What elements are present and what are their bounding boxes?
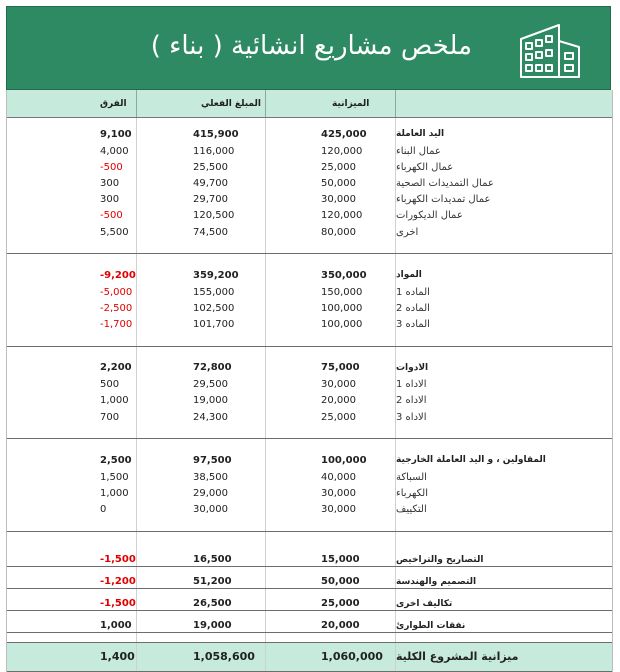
- category-actual[interactable]: 97,500: [193, 454, 232, 466]
- item-budget[interactable]: 100,000: [321, 302, 363, 314]
- item-budget[interactable]: 100,000: [321, 319, 363, 331]
- total-label[interactable]: ميزانية المشروع الكلية: [396, 650, 519, 664]
- spacer-row: [7, 254, 612, 266]
- category-actual[interactable]: 16,500: [193, 554, 232, 566]
- column-header-actual: المبلغ الفعلي: [201, 98, 261, 109]
- table-row: [7, 317, 612, 333]
- table-row: [7, 224, 612, 240]
- table-row: [7, 300, 612, 316]
- category-budget[interactable]: 20,000: [321, 620, 360, 632]
- item-diff[interactable]: 1,000: [100, 395, 129, 407]
- category-budget[interactable]: 50,000: [321, 576, 360, 588]
- item-budget[interactable]: 80,000: [321, 226, 356, 238]
- table-row: [7, 159, 612, 175]
- table-row: [7, 485, 612, 501]
- item-diff[interactable]: 1,500: [100, 471, 129, 483]
- category-diff[interactable]: 2,200: [100, 362, 132, 374]
- item-label[interactable]: الكهرباء: [396, 488, 429, 500]
- category-label[interactable]: اليد العاملة: [396, 129, 445, 139]
- item-label[interactable]: السباكة: [396, 471, 427, 483]
- category-budget[interactable]: 25,000: [321, 598, 360, 610]
- item-label[interactable]: عمال التمديدات الصحية: [396, 177, 494, 189]
- item-actual[interactable]: 29,700: [193, 194, 228, 206]
- category-label[interactable]: نفقات الطوارئ: [396, 620, 466, 631]
- item-budget[interactable]: 30,000: [321, 504, 356, 516]
- table-header-row: [7, 90, 612, 118]
- spacer-row: [7, 633, 612, 642]
- building-icon: [519, 23, 581, 79]
- category-actual[interactable]: 359,200: [193, 269, 239, 281]
- table-row: [7, 409, 612, 425]
- category-actual[interactable]: 72,800: [193, 362, 232, 374]
- item-diff[interactable]: 500: [100, 379, 120, 391]
- category-diff[interactable]: 2,500: [100, 454, 132, 466]
- total-row: [7, 642, 612, 672]
- item-actual[interactable]: 101,700: [193, 319, 235, 331]
- table-row: [7, 284, 612, 300]
- table-row: [7, 143, 612, 159]
- item-diff[interactable]: -5,000: [100, 286, 133, 298]
- item-diff[interactable]: -500: [100, 161, 123, 173]
- category-actual[interactable]: 26,500: [193, 598, 232, 610]
- item-actual[interactable]: 102,500: [193, 302, 235, 314]
- category-row: [7, 451, 612, 469]
- category-diff[interactable]: -1,500: [100, 554, 136, 566]
- item-actual[interactable]: 74,500: [193, 226, 228, 238]
- item-label[interactable]: الماده 3: [396, 319, 430, 331]
- spacer-row: [7, 545, 612, 554]
- item-actual[interactable]: 155,000: [193, 286, 235, 298]
- item-budget[interactable]: 50,000: [321, 177, 356, 189]
- table-row: [7, 208, 612, 224]
- category-budget[interactable]: 350,000: [321, 269, 367, 281]
- spreadsheet: [6, 6, 611, 664]
- item-label[interactable]: اخرى: [396, 226, 419, 238]
- category-actual[interactable]: 415,900: [193, 128, 239, 140]
- item-actual[interactable]: 116,000: [193, 145, 235, 157]
- item-label[interactable]: عمال الديكورات: [396, 210, 463, 222]
- budget-table: [6, 90, 613, 672]
- item-actual[interactable]: 38,500: [193, 471, 228, 483]
- table-row: [7, 377, 612, 393]
- table-row: [7, 393, 612, 409]
- item-budget[interactable]: 20,000: [321, 395, 356, 407]
- category-row: [7, 620, 612, 633]
- category-actual[interactable]: 51,200: [193, 576, 232, 588]
- item-label[interactable]: التكييف: [396, 504, 427, 516]
- item-budget[interactable]: 40,000: [321, 471, 356, 483]
- spacer-row: [7, 611, 612, 620]
- category-label[interactable]: المواد: [396, 270, 422, 281]
- item-diff[interactable]: -500: [100, 210, 123, 222]
- category-label[interactable]: المقاولين ، و اليد العاملة الخارجية: [396, 455, 546, 466]
- item-label[interactable]: عمال الكهرباء: [396, 161, 454, 173]
- item-diff[interactable]: 5,500: [100, 226, 129, 238]
- spacer-row: [7, 589, 612, 598]
- column-header-budget: الميزانية: [332, 98, 370, 109]
- item-diff[interactable]: 4,000: [100, 145, 129, 157]
- spacer-row: [7, 425, 612, 439]
- item-label[interactable]: الماده 2: [396, 302, 430, 314]
- item-budget[interactable]: 25,000: [321, 411, 356, 423]
- item-actual[interactable]: 30,000: [193, 504, 228, 516]
- item-label[interactable]: الاداه 3: [396, 411, 427, 423]
- category-budget[interactable]: 75,000: [321, 362, 360, 374]
- spacer-row: [7, 518, 612, 532]
- category-diff[interactable]: 9,100: [100, 128, 132, 140]
- spacer-row: [7, 347, 612, 359]
- table-row: [7, 192, 612, 208]
- item-actual[interactable]: 120,500: [193, 210, 235, 222]
- item-diff[interactable]: 1,000: [100, 488, 129, 500]
- category-budget[interactable]: 425,000: [321, 128, 367, 140]
- item-diff[interactable]: 300: [100, 194, 120, 206]
- category-row: [7, 554, 612, 567]
- category-label[interactable]: التصاريح والتراخيص: [396, 554, 484, 565]
- spacer-row: [7, 439, 612, 451]
- item-budget[interactable]: 30,000: [321, 379, 356, 391]
- category-diff[interactable]: -1,500: [100, 598, 136, 610]
- category-actual[interactable]: 19,000: [193, 620, 232, 632]
- column-header-diff: الفرق: [100, 98, 127, 109]
- column-header-label: [396, 90, 612, 117]
- total-budget[interactable]: 1,060,000: [321, 650, 383, 664]
- item-label[interactable]: عمال تمديدات الكهرباء: [396, 194, 491, 206]
- table-row: [7, 502, 612, 518]
- item-diff[interactable]: 300: [100, 177, 120, 189]
- table-row: [7, 469, 612, 485]
- item-budget[interactable]: 25,000: [321, 161, 356, 173]
- item-actual[interactable]: 24,300: [193, 411, 228, 423]
- category-row: [7, 359, 612, 377]
- item-budget[interactable]: 120,000: [321, 145, 363, 157]
- spacer-row: [7, 567, 612, 576]
- item-budget[interactable]: 30,000: [321, 488, 356, 500]
- item-budget[interactable]: 150,000: [321, 286, 363, 298]
- item-budget[interactable]: 30,000: [321, 194, 356, 206]
- item-label[interactable]: عمال البناء: [396, 145, 441, 157]
- table-row: [7, 175, 612, 191]
- title-banner: [6, 6, 611, 90]
- category-label[interactable]: تكاليف اخرى: [396, 598, 453, 609]
- item-label[interactable]: الماده 1: [396, 286, 430, 298]
- category-diff[interactable]: -9,200: [100, 269, 136, 281]
- category-label[interactable]: الادوات: [396, 362, 429, 373]
- category-row: [7, 598, 612, 611]
- item-diff[interactable]: 0: [100, 504, 107, 516]
- category-diff[interactable]: 1,000: [100, 620, 132, 632]
- category-budget[interactable]: 15,000: [321, 554, 360, 566]
- category-label[interactable]: التصميم والهندسة: [396, 576, 477, 587]
- spacer-row: [7, 240, 612, 254]
- spacer-row: [7, 333, 612, 347]
- item-actual[interactable]: 29,000: [193, 488, 228, 500]
- item-diff[interactable]: 700: [100, 411, 120, 423]
- category-diff[interactable]: -1,200: [100, 576, 136, 588]
- spacer-row: [7, 532, 612, 545]
- category-row: [7, 266, 612, 284]
- total-actual[interactable]: 1,058,600: [193, 650, 255, 664]
- spacer-row: [7, 118, 612, 125]
- item-actual[interactable]: 49,700: [193, 177, 228, 189]
- item-diff[interactable]: -1,700: [100, 319, 133, 331]
- item-diff[interactable]: -2,500: [100, 302, 133, 314]
- page-title: ملخص مشاريع انشائية ( بناء ): [150, 31, 472, 61]
- item-label[interactable]: الاداه 2: [396, 395, 427, 407]
- category-row: [7, 576, 612, 589]
- category-budget[interactable]: 100,000: [321, 454, 367, 466]
- item-actual[interactable]: 25,500: [193, 161, 228, 173]
- item-actual[interactable]: 19,000: [193, 395, 228, 407]
- item-actual[interactable]: 29,500: [193, 379, 228, 391]
- item-budget[interactable]: 120,000: [321, 210, 363, 222]
- category-row: [7, 125, 612, 143]
- total-diff[interactable]: 1,400: [100, 650, 135, 664]
- item-label[interactable]: الاداه 1: [396, 379, 427, 391]
